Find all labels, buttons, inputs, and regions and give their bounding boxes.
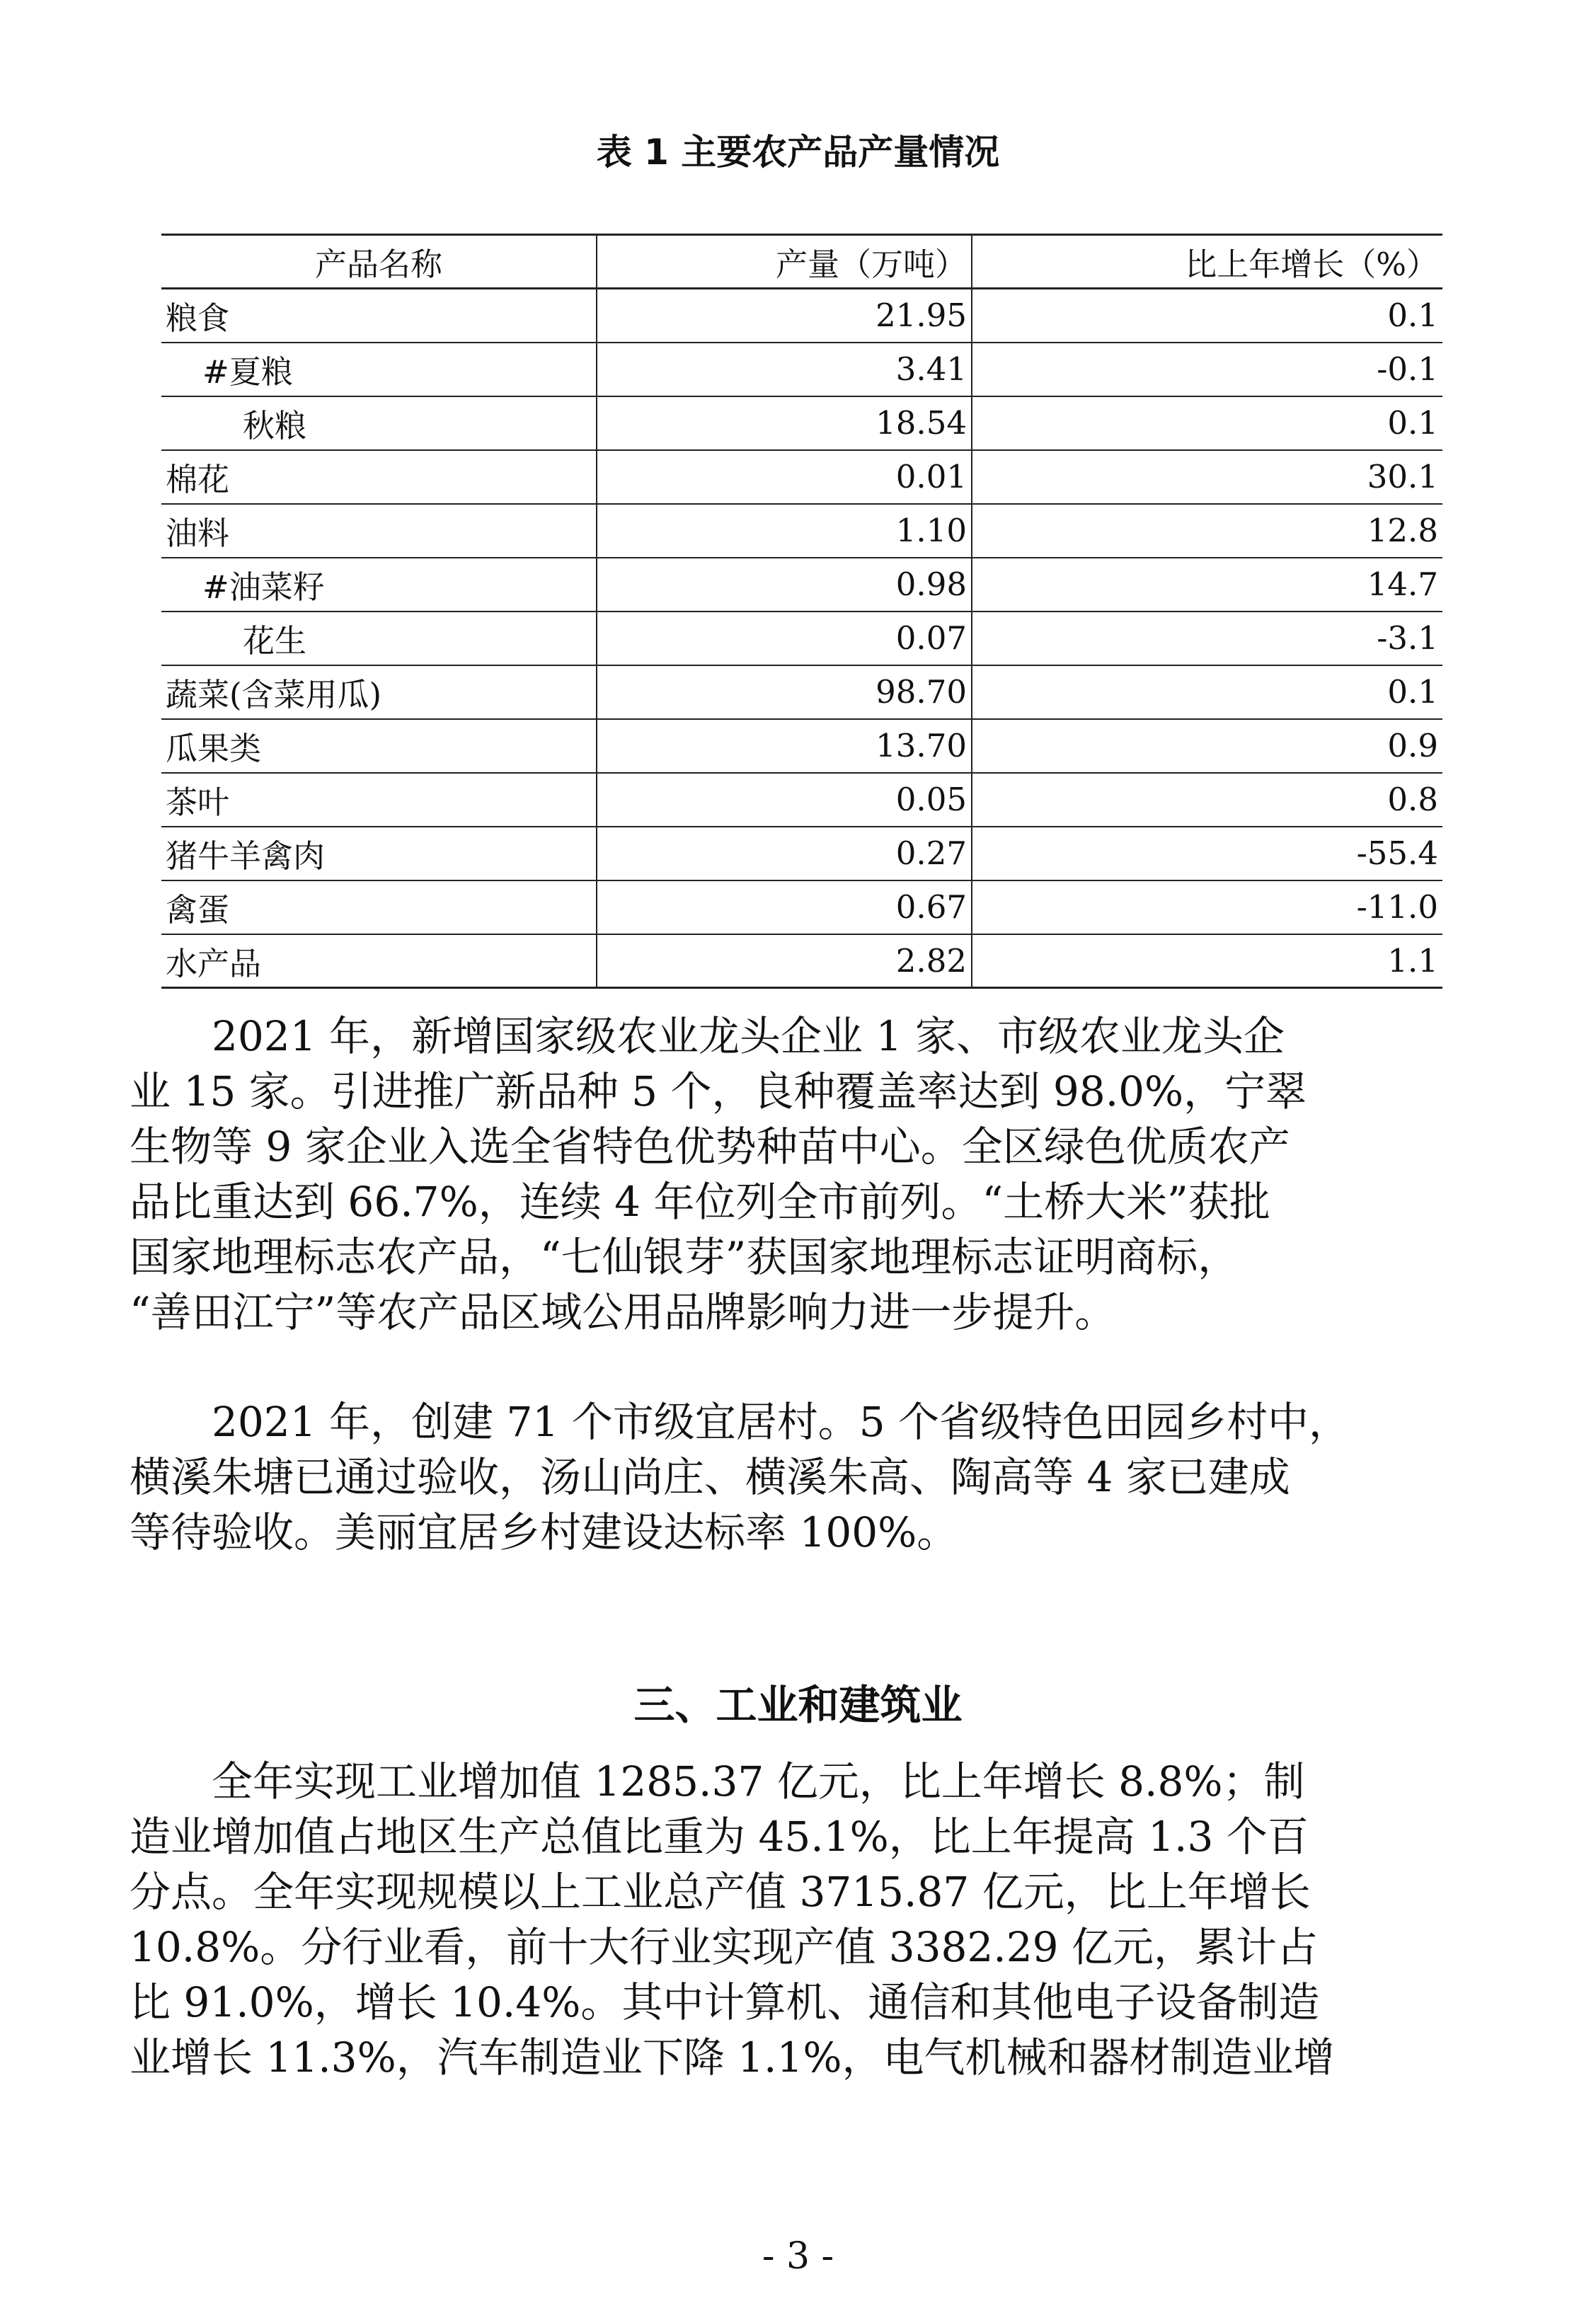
row-growth: 0.1 [972, 665, 1442, 719]
row-output: 0.05 [597, 773, 972, 827]
page-number: - 3 - [762, 2235, 834, 2278]
row-output: 3.41 [597, 343, 972, 396]
header-product-name: 产品名称 [161, 235, 597, 289]
row-output: 2.82 [597, 934, 972, 988]
table-row [161, 450, 1442, 504]
row-growth: 30.1 [972, 450, 1442, 504]
row-output: 0.98 [597, 558, 972, 612]
table-row [161, 827, 1442, 880]
text-line: 业增长 11.3%，汽车制造业下降 1.1%，电气机械和器材制造业增 [130, 2033, 1335, 2082]
text-line: 全年实现工业增加值 1285.37 亿元，比上年增长 8.8%；制 [130, 1757, 1305, 1806]
row-name: 水产品 [161, 934, 597, 988]
table-header-row [161, 235, 1442, 289]
text-line: 比 91.0%，增长 10.4%。其中计算机、通信和其他电子设备制造 [130, 1978, 1320, 2026]
table-row [161, 880, 1442, 934]
row-growth: -0.1 [972, 343, 1442, 396]
text-line: 国家地理标志农产品，“七仙银芽”获国家地理标志证明商标， [130, 1233, 1239, 1281]
table-title: 表 1 主要农产品产量情况 [596, 132, 1000, 173]
row-name: 油料 [161, 504, 597, 558]
text-line: 等待验收。美丽宜居乡村建设达标率 100%。 [130, 1508, 958, 1556]
row-growth: 14.7 [972, 558, 1442, 612]
row-name: 瓜果类 [161, 719, 597, 773]
section-heading: 三、工业和建筑业 [633, 1681, 963, 1729]
row-output: 0.67 [597, 880, 972, 934]
row-growth: 0.8 [972, 773, 1442, 827]
row-name: 猪牛羊禽肉 [161, 827, 597, 880]
row-name: 秋粮 [161, 396, 597, 450]
row-name: #油菜籽 [161, 558, 597, 612]
row-name: 花生 [161, 612, 597, 665]
row-growth: 0.9 [972, 719, 1442, 773]
table-row [161, 612, 1442, 665]
row-growth: -55.4 [972, 827, 1442, 880]
text-line: 2021 年，创建 71 个市级宜居村。5 个省级特色田园乡村中， [130, 1398, 1350, 1446]
row-output: 0.07 [597, 612, 972, 665]
paragraph-agri-enterprises [130, 1009, 1467, 1340]
table-row [161, 934, 1442, 988]
text-line: 业 15 家。引进推广新品种 5 个，良种覆盖率达到 98.0%，宁翠 [130, 1067, 1307, 1115]
row-output: 13.70 [597, 719, 972, 773]
row-output: 0.01 [597, 450, 972, 504]
table-row [161, 504, 1442, 558]
text-line: 2021 年，新增国家级农业龙头企业 1 家、市级农业龙头企 [130, 1012, 1285, 1060]
table-row [161, 343, 1442, 396]
table-row [161, 665, 1442, 719]
text-line: 生物等 9 家企业入选全省特色优势种苗中心。全区绿色优质农产 [130, 1123, 1290, 1171]
text-line: 造业增加值占地区生产总值比重为 45.1%，比上年提高 1.3 个百 [130, 1813, 1309, 1861]
header-output: 产量（万吨） [597, 235, 972, 289]
row-growth: 1.1 [972, 934, 1442, 988]
row-output: 0.27 [597, 827, 972, 880]
text-line: 分点。全年实现规模以上工业总产值 3715.87 亿元，比上年增长 [130, 1868, 1311, 1916]
table-row [161, 396, 1442, 450]
row-name: 蔬菜(含菜用瓜) [161, 665, 597, 719]
row-output: 18.54 [597, 396, 972, 450]
header-growth: 比上年增长（%） [972, 235, 1442, 289]
text-line: “善田江宁”等农产品区域公用品牌影响力进一步提升。 [130, 1288, 1116, 1336]
row-growth: 12.8 [972, 504, 1442, 558]
table-row [161, 558, 1442, 612]
row-output: 98.70 [597, 665, 972, 719]
row-growth: -3.1 [972, 612, 1442, 665]
paragraph-livable-villages [130, 1394, 1467, 1560]
row-name: 粮食 [161, 289, 597, 343]
text-line: 10.8%。分行业看，前十大行业实现产值 3382.29 亿元，累计占 [130, 1923, 1318, 1971]
row-growth: 0.1 [972, 396, 1442, 450]
row-name: 棉花 [161, 450, 597, 504]
text-line: 品比重达到 66.7%，连续 4 年位列全市前列。“土桥大米”获批 [130, 1178, 1270, 1226]
row-name: #夏粮 [161, 343, 597, 396]
row-growth: -11.0 [972, 880, 1442, 934]
row-output: 1.10 [597, 504, 972, 558]
agri-output-table [161, 234, 1442, 989]
row-name: 禽蛋 [161, 880, 597, 934]
text-line: 横溪朱塘已通过验收，汤山尚庄、横溪朱高、陶高等 4 家已建成 [130, 1453, 1290, 1501]
row-growth: 0.1 [972, 289, 1442, 343]
table-row [161, 289, 1442, 343]
paragraph-industry [130, 1754, 1467, 2085]
table-row [161, 773, 1442, 827]
row-output: 21.95 [597, 289, 972, 343]
row-name: 茶叶 [161, 773, 597, 827]
table-row [161, 719, 1442, 773]
